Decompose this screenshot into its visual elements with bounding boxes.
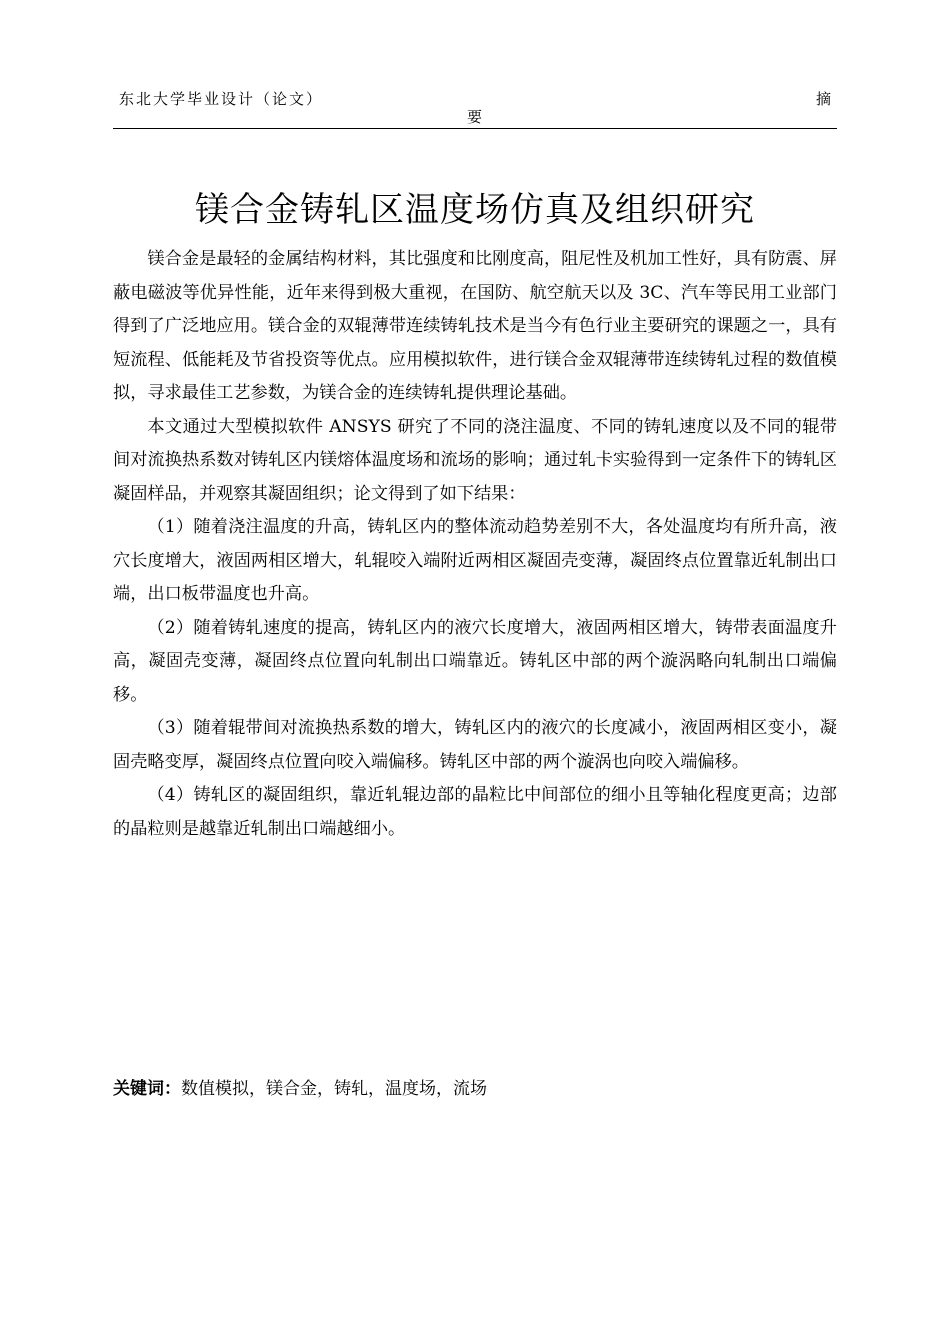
- abstract-result-3: （3）随着辊带间对流换热系数的增大，铸轧区内的液穴的长度减小，液固两相区变小，凝固壳略变厚，凝固终点位置向咬入端偏移。铸轧区中部的两个漩涡也向咬入端偏移。: [113, 718, 837, 772]
- header-section-label-part2: 要: [467, 108, 483, 126]
- keywords-label: 关键词：: [113, 1079, 181, 1099]
- document-title: 镁合金铸轧区温度场仿真及组织研究: [195, 190, 755, 230]
- abstract-result-4: （4）铸轧区的凝固组织，靠近轧辊边部的晶粒比中间部位的细小且等轴化程度更高；边部的晶粒则是越靠近轧制出口端越细小。: [113, 785, 837, 839]
- page-header: [113, 88, 837, 129]
- abstract-paragraph-1: 镁合金是最轻的金属结构材料，其比强度和比刚度高，阻尼性及机加工性好，具有防震、屏蔽电磁波等优异性能，近年来得到极大重视，在国防、航空航天以及 3C、汽车等民用工业部门得到了广泛地应用。镁合金的双辊薄带连续铸轧技术是当今有色行业主要研究的课题之一，具有短流程、低能耗及节省投资等优点。应用模拟软件，进行镁合金双辊薄带连续铸轧过程的数值模拟，寻求最佳工艺参数，为镁合金的连续铸轧提供理论基础。: [113, 249, 837, 403]
- keywords-line: [113, 1074, 837, 1104]
- abstract-body: [113, 243, 837, 846]
- header-university-label: 东北大学毕业设计（论文）: [119, 90, 324, 108]
- abstract-result-1: （1）随着浇注温度的升高，铸轧区内的整体流动趋势差别不大，各处温度均有所升高，液穴长度增大，液固两相区增大，轧辊咬入端附近两相区凝固壳变薄，凝固终点位置靠近轧制出口端，出口板带温度也升高。: [113, 517, 837, 604]
- abstract-paragraph-2: 本文通过大型模拟软件 ANSYS 研究了不同的浇注温度、不同的铸轧速度以及不同的辊带间对流换热系数对铸轧区内镁熔体温度场和流场的影响；通过轧卡实验得到一定条件下的铸轧区凝固样品，并观察其凝固组织；论文得到了如下结果：: [113, 416, 837, 504]
- keywords-value: 数值模拟，镁合金，铸轧，温度场，流场: [181, 1079, 487, 1099]
- abstract-result-2: （2）随着铸轧速度的提高，铸轧区内的液穴长度增大，液固两相区增大，铸带表面温度升高，凝固壳变薄，凝固终点位置向轧制出口端靠近。铸轧区中部的两个漩涡略向轧制出口端偏移。: [113, 617, 837, 705]
- header-section-label-part1: 摘: [815, 90, 831, 108]
